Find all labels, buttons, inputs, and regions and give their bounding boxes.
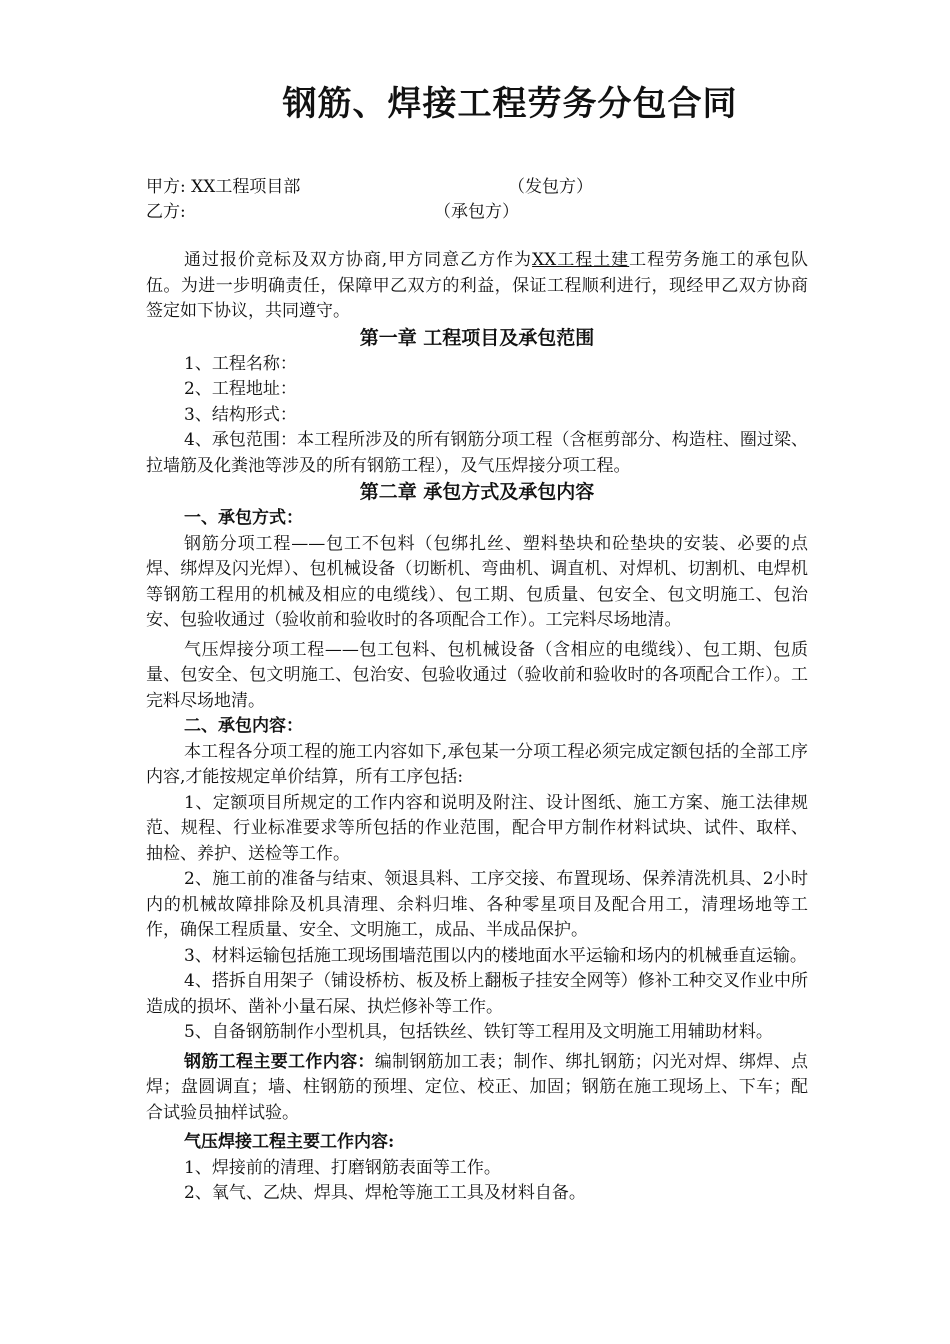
section2-item: 4、搭拆自用架子（铺设桥枋、板及桥上翻板子挂安全网等）修补工种交叉作业中所造成的损坏、凿补小量石屎、执烂修补等工作。: [146, 971, 808, 1017]
section1-title: 一、承包方式：: [184, 508, 303, 528]
gas-weld-item: 1、焊接前的清理、打磨钢筋表面等工作。: [184, 1157, 501, 1178]
rebar-work-paragraph: [146, 1050, 808, 1127]
party-b-role: （承包方）: [434, 202, 519, 222]
party-b-label: 乙方:: [146, 202, 186, 222]
intro-pre: 通过报价竞标及双方协商,甲方同意乙方作为: [184, 250, 533, 270]
chapter1-item: 4、承包范围：本工程所涉及的所有钢筋分项工程（含框剪部分、构造柱、圈过梁、拉墙筋及化粪池等涉及的所有钢筋工程），及气压焊接分项工程。: [146, 430, 808, 476]
rebar-work-label: 钢筋工程主要工作内容：: [184, 1051, 375, 1072]
section2-item: 3、材料运输包括施工现场围墙范围以内的楼地面水平运输和场内的机械垂直运输。: [184, 945, 807, 966]
section2-intro: 本工程各分项工程的施工内容如下,承包某一分项工程必须完成定额包括的全部工序内容,才能按规定单价结算，所有工序包括:: [146, 741, 808, 787]
section1-paragraph: 钢筋分项工程——包工不包料（包绑扎丝、塑料垫块和砼垫块的安装、必要的点焊、绑焊及闪光焊）、包机械设备（切断机、弯曲机、调直机、对焊机、切割机、电焊机等钢筋工程用的机械及相应的电缆线）、包工期、包质量、包安全、包文明施工、包治安、包验收通过（验收前和验收时的各项配合工作）。工完料尽场地清。: [146, 533, 808, 630]
section2-item: 5、自备钢筋制作小型机具，包括铁丝、铁钉等工程用及文明施工用辅助材料。: [184, 1022, 773, 1042]
gas-weld-label: 气压焊接工程主要工作内容:: [184, 1132, 395, 1152]
party-a-role: （发包方）: [508, 177, 593, 197]
gas-weld-item: 2、氧气、乙炔、焊具、焊枪等施工工具及材料自备。: [184, 1183, 586, 1203]
section2-item: 1、定额项目所规定的工作内容和说明及附注、设计图纸、施工方案、施工法律规范、规程、行业标准要求等所包括的作业范围，配合甲方制作材料试块、试件、取样、抽检、养护、送检等工作。: [146, 792, 808, 864]
section2-item: 2、施工前的准备与结束、领退具料、工序交接、布置现场、保养清洗机具、2小时内的机械故障排除及机具清理、余料归堆、各种零星项目及配合用工，清理场地等工作，确保工程质量、安全、文明施工，成品、半成品保护。: [146, 869, 808, 940]
contract-body: [146, 248, 808, 1207]
section2-title: 二、承包内容：: [184, 716, 303, 736]
chapter2-title: 第二章 承包方式及承包内容: [359, 481, 595, 503]
document-title: 钢筋、焊接工程劳务分包合同: [282, 84, 738, 124]
intro-paragraph: [146, 248, 808, 325]
chapter1-title: 第一章 工程项目及承包范围: [359, 326, 595, 349]
party-a-label: 甲方: XX工程项目部: [146, 177, 301, 197]
rebar-work-text: 编制钢筋加工表；制作、绑扎钢筋；闪光对焊、绑焊、点焊；盘圆调直；墙、柱钢筋的预埋、定位、校正、加固；钢筋在施工现场上、下车；配合试验员抽样试验。: [146, 1051, 809, 1123]
chapter1-item: 1、工程名称：: [184, 353, 297, 374]
intro-project-name: XX工程土建: [532, 250, 630, 270]
intro-post: 工程劳务施工的承包队伍。为进一步明确责任，保障甲乙双方的利益，保证工程顺利进行，现经甲乙双方协商签定如下协议，共同遵守。: [146, 250, 809, 321]
section1-paragraph: 气压焊接分项工程——包工包料、包机械设备（含相应的电缆线）、包工期、包质量、包安全、包文明施工、包治安、包验收通过（验收前和验收时的各项配合工作）。工完料尽场地清。: [146, 639, 808, 711]
chapter1-item: 3、结构形式：: [184, 404, 297, 425]
chapter1-item: 2、工程地址：: [184, 379, 297, 399]
